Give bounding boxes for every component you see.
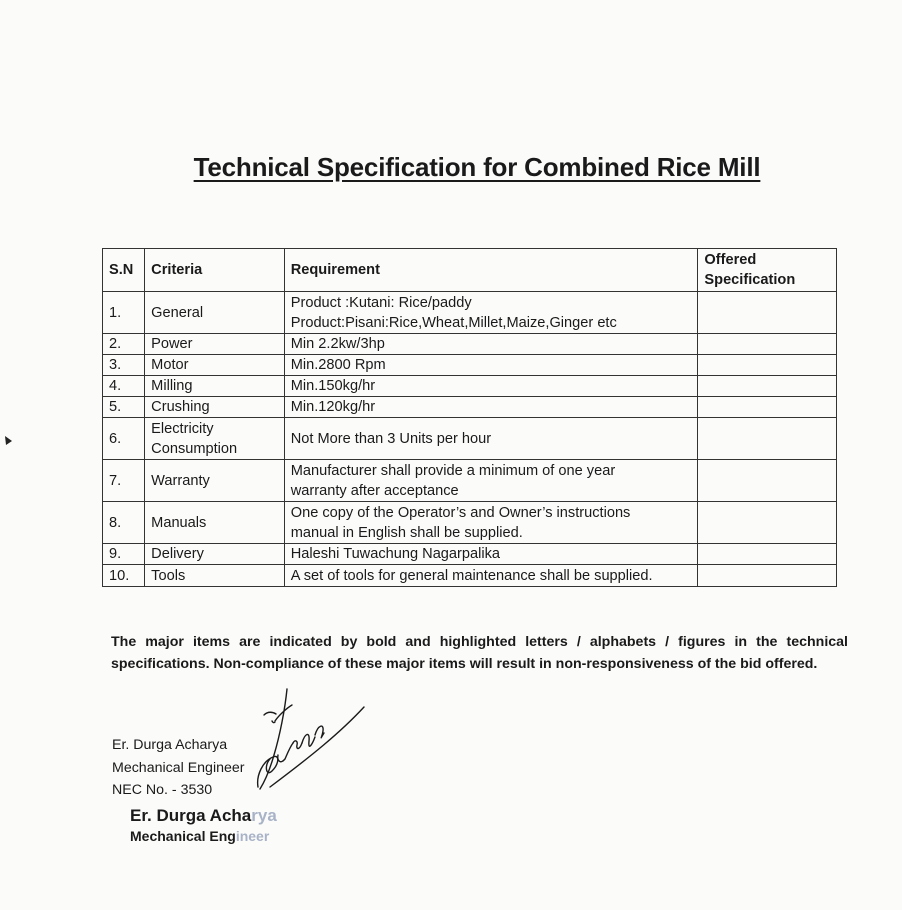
cell-requirement <box>284 418 698 460</box>
requirement-line: Min 2.2kw/3hp <box>290 336 385 352</box>
table-body <box>103 292 837 587</box>
signatory-designation: Mechanical Engineer <box>112 759 245 776</box>
cell-offered-specification <box>698 376 837 397</box>
cell-criteria <box>145 544 285 565</box>
header-criteria: Criteria <box>145 249 285 292</box>
cell-requirement <box>284 292 698 334</box>
signatory-block <box>112 734 245 802</box>
cell-requirement <box>284 355 698 376</box>
table-row <box>103 565 837 587</box>
criteria-line: Delivery <box>151 546 204 562</box>
stamp-designation <box>130 826 277 846</box>
stamp-name <box>130 806 277 826</box>
handwritten-signature <box>240 685 375 800</box>
cell-criteria <box>145 565 285 587</box>
criteria-line: Consumption <box>151 440 238 457</box>
table-row <box>103 376 837 397</box>
cell-criteria <box>145 376 285 397</box>
requirement-line: One copy of the Operator’s and Owner’s instructions <box>290 504 631 521</box>
cell-offered-specification <box>698 502 837 544</box>
requirement-line: Not More than 3 Units per hour <box>290 430 492 447</box>
cell-sn: 1. <box>103 292 145 334</box>
table-row <box>103 460 837 502</box>
cell-sn: 9. <box>103 544 145 565</box>
compliance-note: The major items are indicated by bold and highlighted letters / alphabets / figures in the technical specifications. Non-compliance of these major items will result in non-responsiveness of the bid offered. <box>111 634 848 672</box>
requirement-line: Min.150kg/hr <box>290 378 376 394</box>
cell-offered-specification <box>698 565 837 587</box>
table-row <box>103 418 837 460</box>
cell-offered-specification <box>698 460 837 502</box>
requirement-line: Manufacturer shall provide a minimum of one year <box>290 462 616 479</box>
table-header-row <box>103 249 837 292</box>
cell-offered-specification <box>698 355 837 376</box>
requirement-line: Product :Kutani: Rice/paddy <box>290 294 472 311</box>
cell-criteria <box>145 355 285 376</box>
table-row <box>103 544 837 565</box>
cell-criteria <box>145 460 285 502</box>
table-row <box>103 397 837 418</box>
criteria-line: General <box>151 304 204 321</box>
cell-sn: 3. <box>103 355 145 376</box>
cell-offered-specification <box>698 544 837 565</box>
cell-offered-specification <box>698 397 837 418</box>
cell-requirement <box>284 565 698 587</box>
header-offered-specification <box>698 249 837 292</box>
cell-offered-specification <box>698 292 837 334</box>
cell-requirement <box>284 502 698 544</box>
spec-table <box>102 248 837 587</box>
cell-sn: 6. <box>103 418 145 460</box>
stamp-designation-dark: Mechanical Eng <box>130 828 236 844</box>
cell-requirement <box>284 460 698 502</box>
requirement-line: Min.120kg/hr <box>290 399 376 415</box>
header-offered-line2: Specification <box>704 272 796 288</box>
cell-criteria <box>145 502 285 544</box>
cell-sn: 7. <box>103 460 145 502</box>
criteria-line: Milling <box>151 378 193 394</box>
signatory-nec-number: NEC No. - 3530 <box>112 782 213 798</box>
cell-offered-specification <box>698 418 837 460</box>
stamp-name-faded: rya <box>251 806 277 825</box>
requirement-line: Min.2800 Rpm <box>290 357 386 373</box>
criteria-line: Power <box>151 336 193 352</box>
cell-sn: 2. <box>103 334 145 355</box>
name-stamp <box>130 806 277 846</box>
cell-sn: 8. <box>103 502 145 544</box>
cell-requirement <box>284 334 698 355</box>
page-title: Technical Specification for Combined Rice Mill <box>193 152 761 182</box>
table-row <box>103 502 837 544</box>
cell-criteria <box>145 292 285 334</box>
criteria-line: Electricity <box>151 420 214 437</box>
cell-criteria <box>145 418 285 460</box>
cell-sn: 5. <box>103 397 145 418</box>
cell-sn: 4. <box>103 376 145 397</box>
stamp-designation-faded: ineer <box>235 828 270 844</box>
cell-requirement <box>284 544 698 565</box>
requirement-line: Product:Pisani:Rice,Wheat,Millet,Maize,Ginger etc <box>290 314 617 331</box>
criteria-line: Tools <box>151 567 186 584</box>
cell-criteria <box>145 397 285 418</box>
header-requirement: Requirement <box>284 249 698 292</box>
header-offered-line1: Offered <box>704 252 757 268</box>
stamp-name-dark: Er. Durga Acha <box>130 806 252 825</box>
cell-sn: 10. <box>103 565 145 587</box>
requirement-line: Haleshi Tuwachung Nagarpalika <box>290 546 501 562</box>
cell-criteria <box>145 334 285 355</box>
table-row <box>103 334 837 355</box>
requirement-line: manual in English shall be supplied. <box>290 524 523 541</box>
criteria-line: Crushing <box>151 399 210 415</box>
criteria-line: Warranty <box>151 472 210 489</box>
cell-requirement <box>284 376 698 397</box>
criteria-line: Motor <box>151 357 189 373</box>
table-row <box>103 292 837 334</box>
criteria-line: Manuals <box>151 514 207 531</box>
margin-mark-icon <box>4 436 14 446</box>
cell-requirement <box>284 397 698 418</box>
requirement-line: warranty after acceptance <box>290 482 459 499</box>
signatory-name: Er. Durga Acharya <box>112 737 228 753</box>
table-row <box>103 355 837 376</box>
requirement-line: A set of tools for general maintenance shall be supplied. <box>290 567 653 584</box>
header-sn: S.N <box>103 249 145 292</box>
cell-offered-specification <box>698 334 837 355</box>
